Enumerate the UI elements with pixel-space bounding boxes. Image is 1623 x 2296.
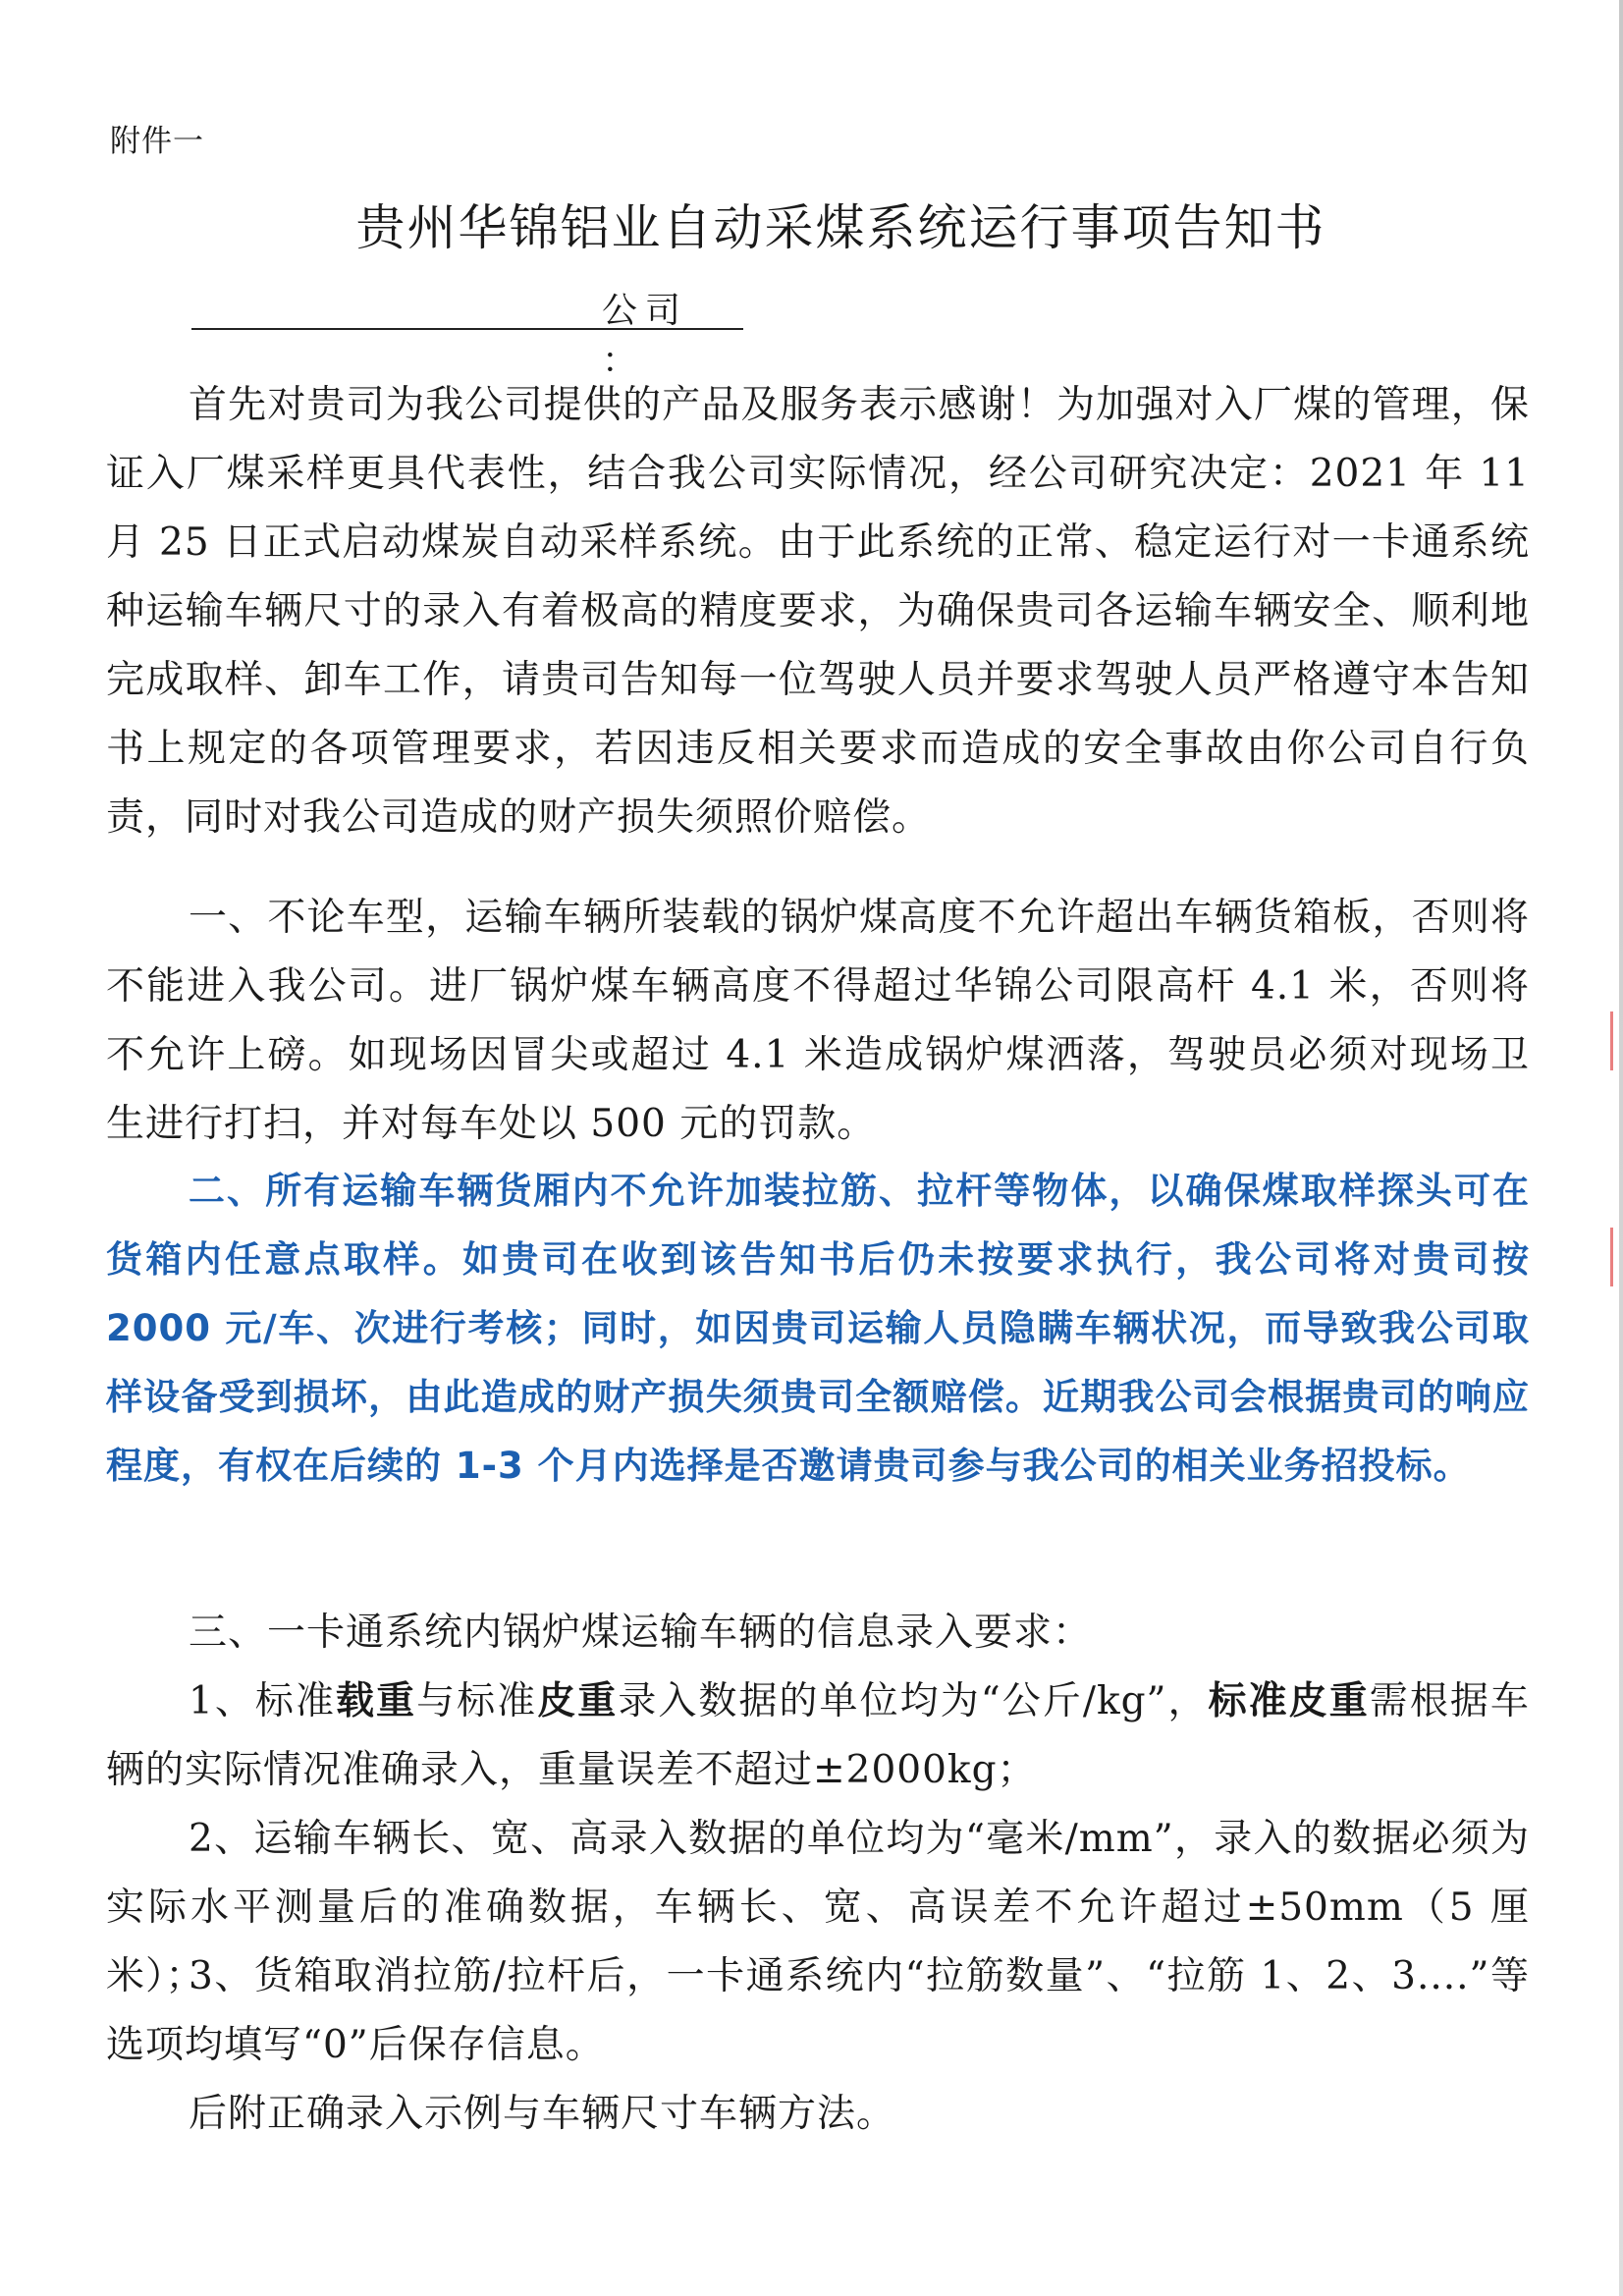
closing-note: 后附正确录入示例与车辆尺寸车辆方法。 xyxy=(189,2092,896,2136)
addressee-text: 公司 ： xyxy=(602,291,689,381)
document-title: 贵州华锦铝业自动采煤系统运行事项告知书 xyxy=(355,199,1326,256)
item1-part-g: 需根据车辆的实际情况准确录入，重量误差不超过±2000kg； xyxy=(106,1679,1530,1792)
requirement-item-1 xyxy=(106,1667,1530,1805)
item1-tare-weight: 皮重 xyxy=(537,1679,619,1723)
item1-part-a: 1、标准 xyxy=(189,1679,336,1723)
section-three-heading: 三、一卡通系统内锅炉煤运输车辆的信息录入要求： xyxy=(189,1611,1093,1655)
attachment-label: 附件一 xyxy=(110,124,204,159)
item1-load-weight: 载重 xyxy=(336,1679,417,1723)
section-one: 一、不论车型，运输车辆所装载的锅炉煤高度不允许超出车辆货箱板，否则将不能进入我公司。进厂锅炉煤车辆高度不得超过华锦公司限高杆 4.1 米，否则将不允许上磅。如现场因冒尖或超过 4.1 米造成锅炉煤洒落，驾驶员必须对现场卫生进行打扫，并对每车处以 500 元的罚款。 xyxy=(106,896,1530,1146)
item1-standard-tare: 标准皮重 xyxy=(1208,1679,1370,1723)
item1-part-e: 录入数据的单位均为“公斤/kg”， xyxy=(618,1679,1209,1723)
item1-part-c: 与标准 xyxy=(416,1679,538,1723)
addressee-line xyxy=(191,281,743,381)
section-two-highlight: 二、所有运输车辆货厢内不允许加装拉筋、拉杆等物体，以确保煤取样探头可在货箱内任意点取样。如贵司在收到该告知书后仍未按要求执行，我公司将对贵司按 2000 元/车、次进行考核；同时，如因贵司运输人员隐瞒车辆状况，而导致我公司取样设备受到损坏，由此造成的财产损失须贵司全额赔偿。近期我公司会根据贵司的响应程度，有权在后续的 1-3 个月内选择是否邀请贵司参与我公司的相关业务招投标。 xyxy=(106,1170,1530,1487)
scan-edge xyxy=(1619,0,1623,2296)
requirement-item-2: 2、运输车辆长、宽、高录入数据的单位均为“毫米/mm”，录入的数据必须为实际水平测量后的准确数据，车辆长、宽、高误差不允许超过±50mm（5 厘米）； xyxy=(106,1817,1530,1998)
intro-paragraph: 首先对贵司为我公司提供的产品及服务表示感谢！为加强对入厂煤的管理，保证入厂煤采样更具代表性，结合我公司实际情况，经公司研究决定：2021 年 11 月 25 日正式启动煤炭自动采样系统。由于此系统的正常、稳定运行对一卡通系统种运输车辆尺寸的录入有着极高的精度要求，为确保贵司各运输车辆安全、顺利地完成取样、卸车工作，请贵司告知每一位驾驶人员并要求驾驶人员严格遵守本告知书上规定的各项管理要求，若因违反相关要求而造成的安全事故由你公司自行负责，同时对我公司造成的财产损失须照价赔偿。 xyxy=(106,383,1530,840)
requirement-item-3: 3、货箱取消拉筋/拉杆后，一卡通系统内“拉筋数量”、“拉筋 1、2、3....”等选项均填写“0”后保存信息。 xyxy=(106,1954,1530,2067)
